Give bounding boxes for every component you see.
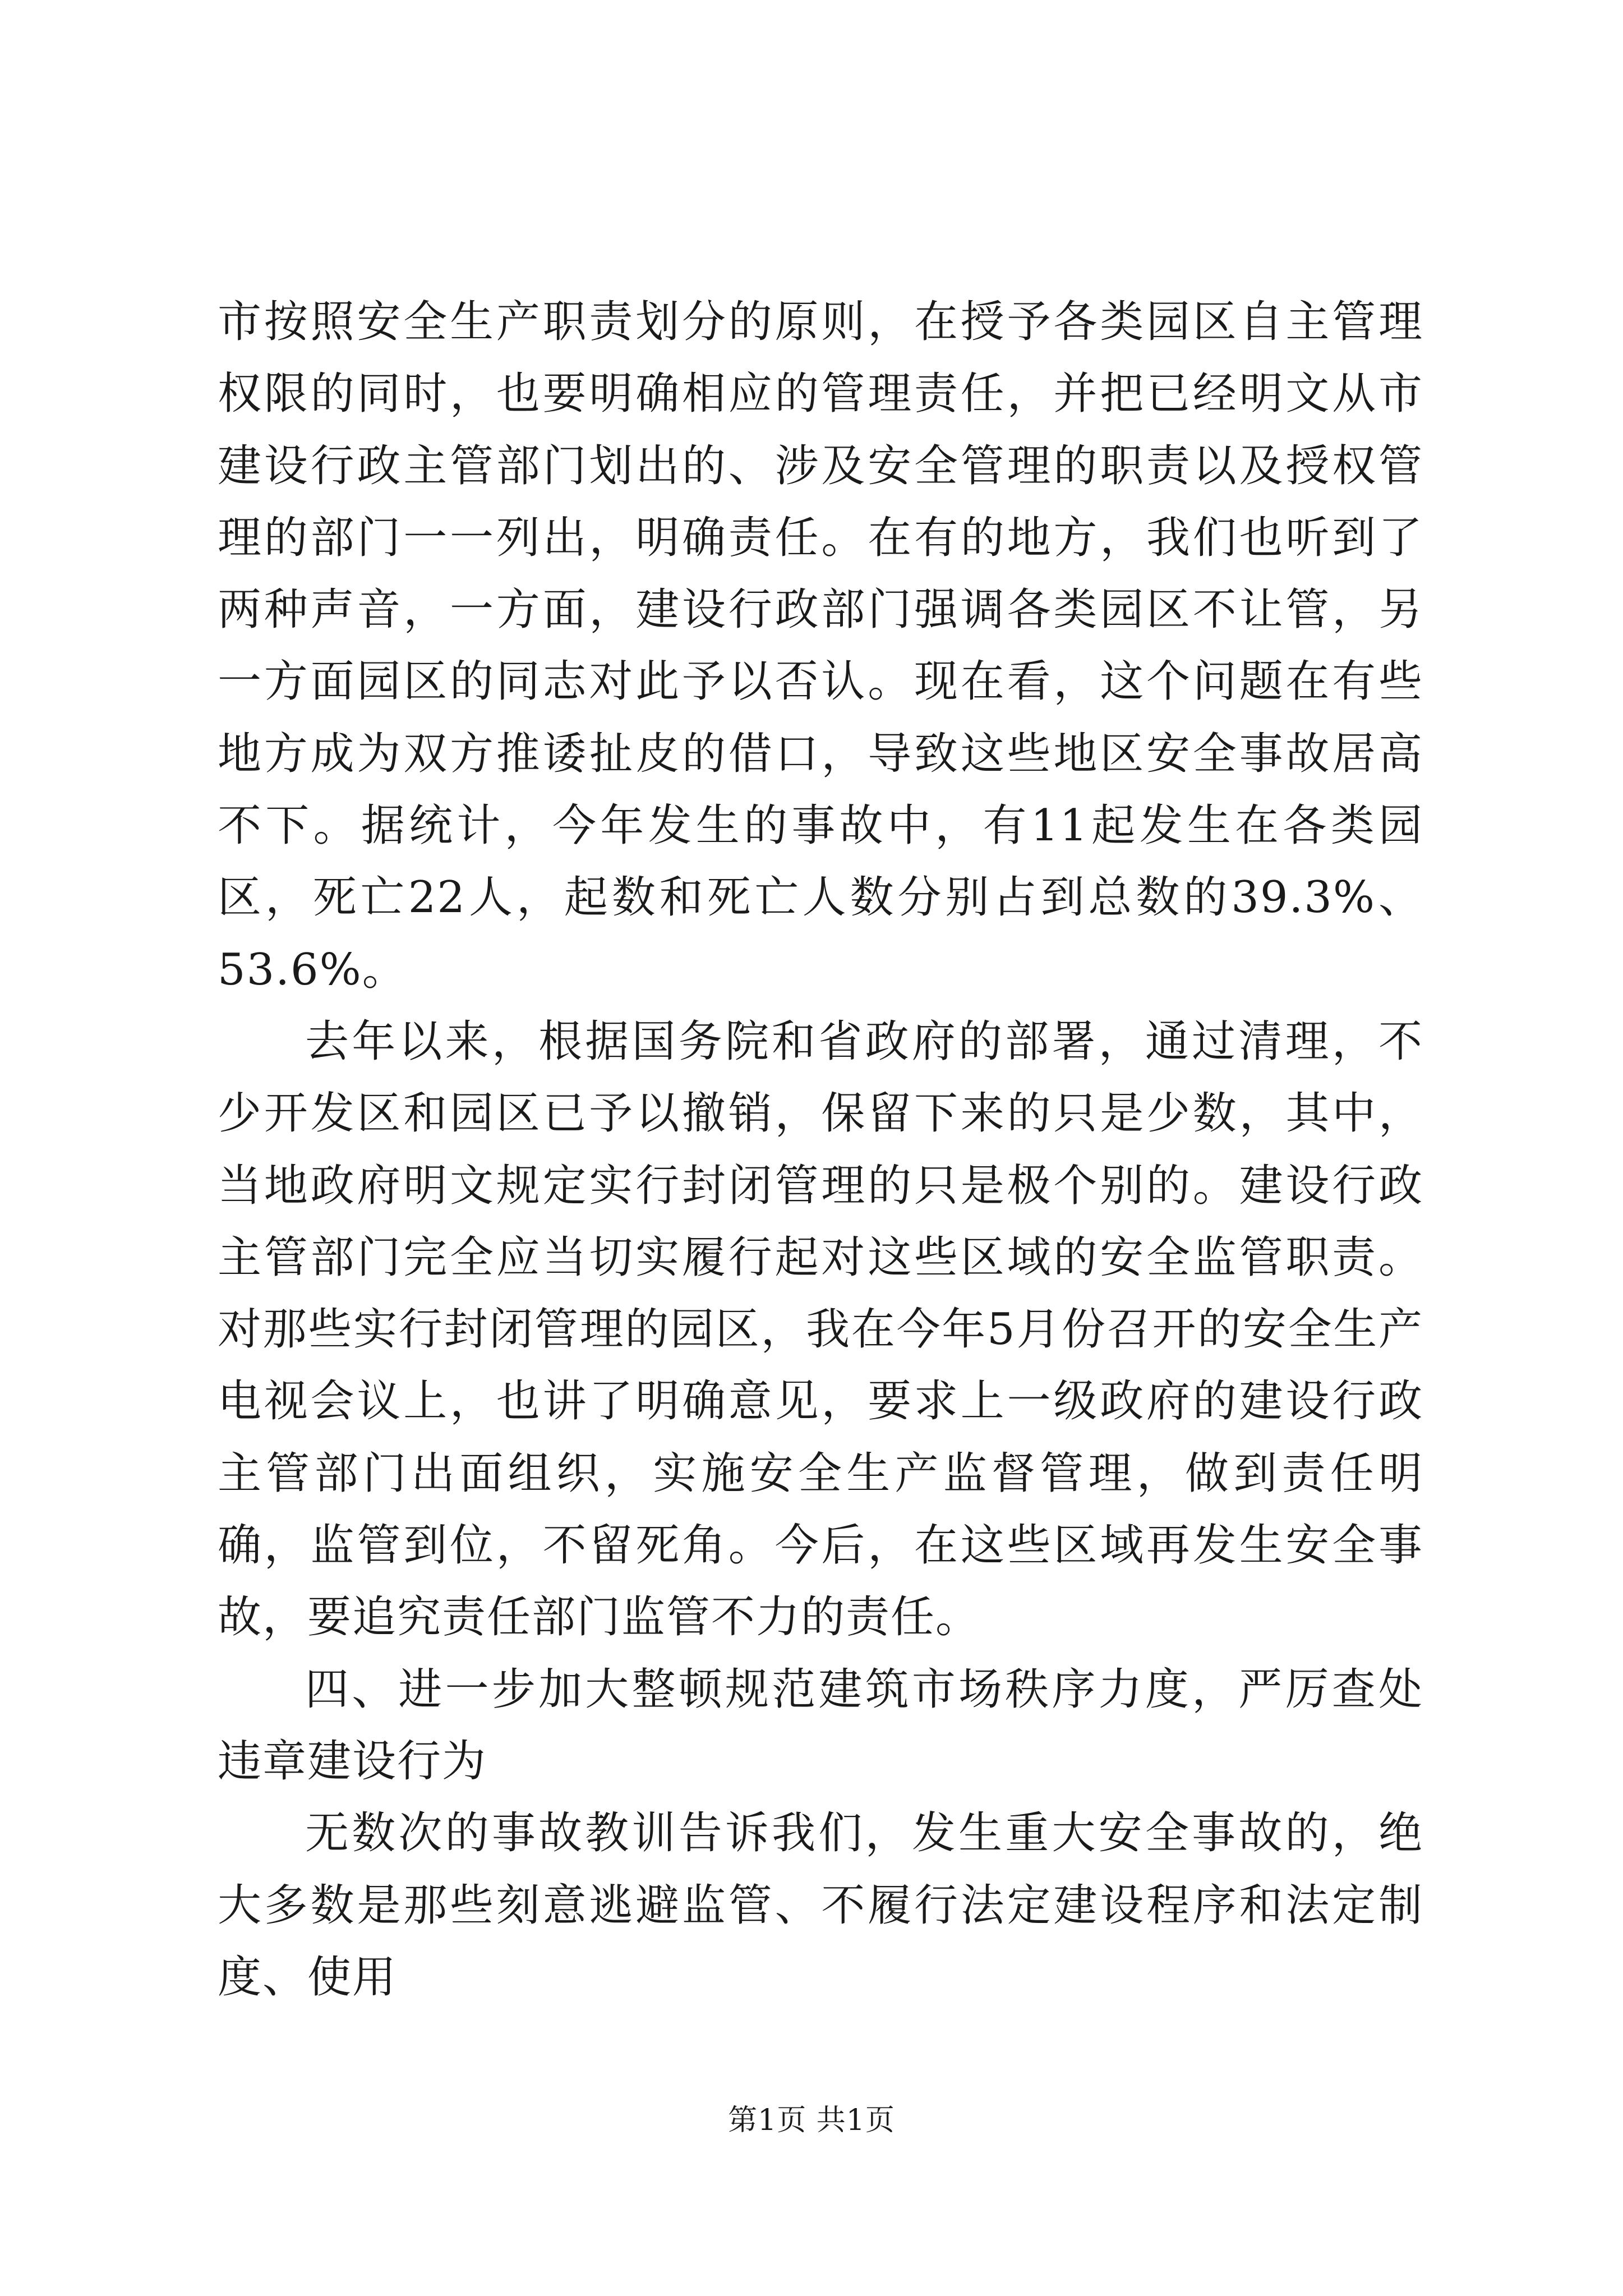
section-heading: 四、进一步加大整顿规范建筑市场秩序力度，严厉查处违章建设行为 <box>218 1664 1423 1787</box>
paragraph: 无数次的事故教训告诉我们，发生重大安全事故的，绝大多数是那些刻意逃避监管、不履行法定建设程序和法定制度、使用 <box>218 1808 1423 2003</box>
page-footer: 第1页 共1页 <box>728 2104 895 2137</box>
document-body <box>218 286 1423 2013</box>
paragraph: 去年以来，根据国务院和省政府的部署，通过清理，不少开发区和园区已予以撤销，保留下来的只是少数，其中，当地政府明文规定实行封闭管理的只是极个别的。建设行政主管部门完全应当切实履行起对这些区域的安全监管职责。对那些实行封闭管理的园区，我在今年5月份召开的安全生产电视会议上，也讲了明确意见，要求上一级政府的建设行政主管部门出面组织，实施安全生产监督管理，做到责任明确，监管到位，不留死角。今后，在这些区域再发生安全事故，要追究责任部门监管不力的责任。 <box>218 1016 1423 1643</box>
paragraph-continued: 市按照安全生产职责划分的原则，在授予各类园区自主管理权限的同时，也要明确相应的管理责任，并把已经明文从市建设行政主管部门划出的、涉及安全管理的职责以及授权管理的部门一一列出，明确责任。在有的地方，我们也听到了两种声音，一方面，建设行政部门强调各类园区不让管，另一方面园区的同志对此予以否认。现在看，这个问题在有些地方成为双方推诿扯皮的借口，导致这些地区安全事故居高不下。据统计，今年发生的事故中，有11起发生在各类园区，死亡22人，起数和死亡人数分别占到总数的39.3%、53.6%。 <box>218 297 1423 995</box>
